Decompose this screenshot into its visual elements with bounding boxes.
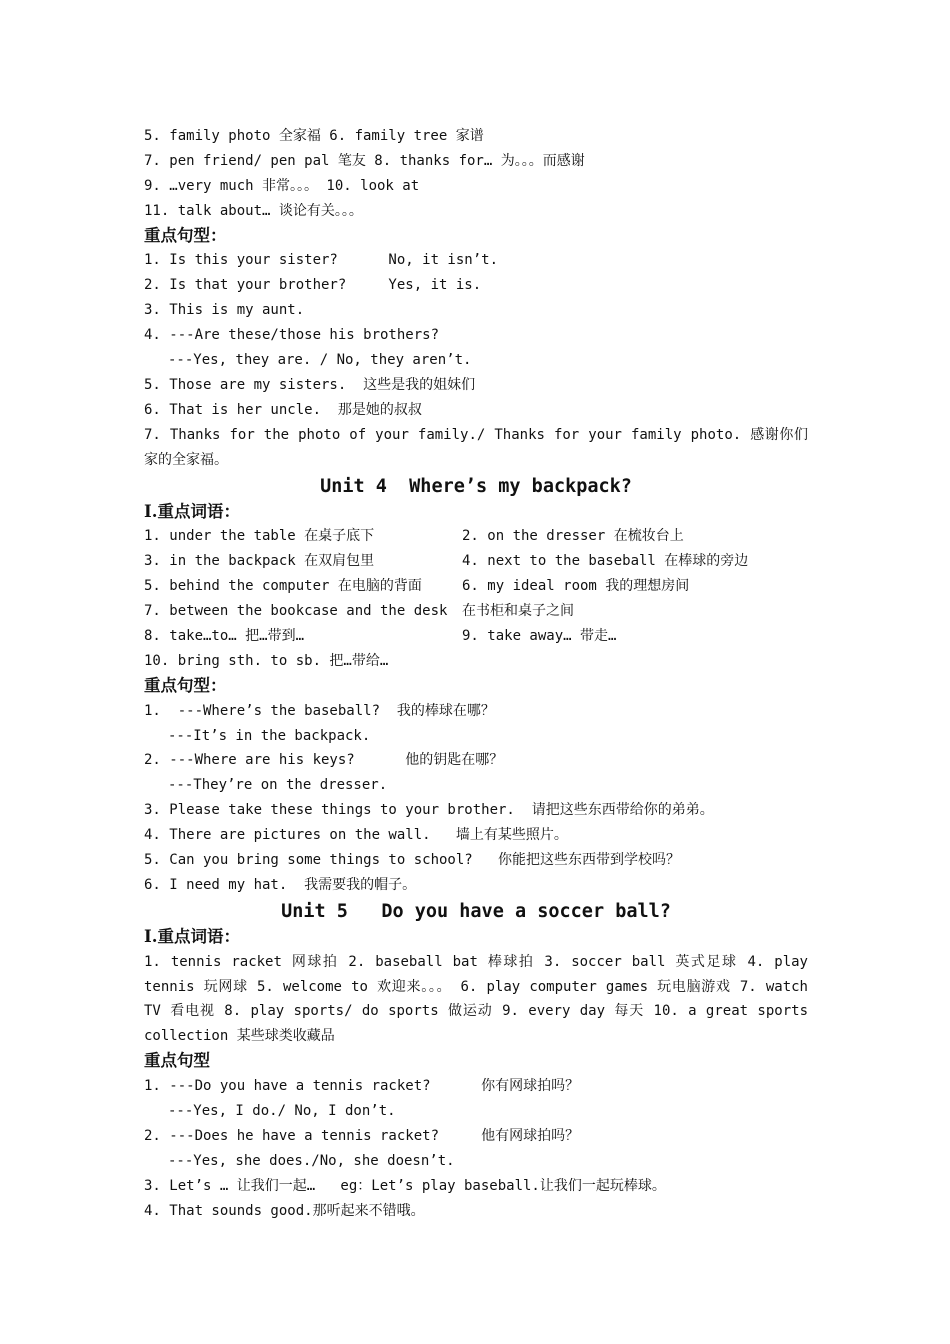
sentence-line: ---Yes, I do./ No, I don’t. (168, 1103, 396, 1120)
sentence-line: 1. Is this your sister? No, it isn’t. (144, 252, 499, 269)
vocab-line: 11. talk about… 谈论有关。。。 (144, 202, 363, 219)
document-page (144, 124, 808, 1224)
sentence-line: 3. This is my aunt. (144, 302, 305, 319)
sentence-line: ---Yes, they are. / No, they aren’t. (168, 352, 472, 369)
unit-title: Unit 5 Do you have a soccer ball? (281, 900, 671, 922)
vocab-item: 1. under the table 在桌子底下 (144, 528, 375, 545)
vocab-item: 8. take…to… 把…带到… (144, 627, 305, 644)
vocab-item: 5. behind the computer 在电脑的背面 (144, 578, 422, 595)
section-heading: 重点句型： (144, 225, 227, 245)
sentence-line: 1. ---Where’s the baseball? 我的棒球在哪？ (144, 702, 495, 719)
sentence-line: 4. ---Are these/those his brothers? (144, 327, 440, 344)
sentence-line: ---They’re on the dresser. (168, 777, 388, 794)
sentence-line: 1. ---Do you have a tennis racket? 你有网球拍吗？ (144, 1078, 580, 1095)
vocab-row (144, 599, 808, 624)
sentence-paragraph: 7. Thanks for the photo of your family./ Thanks for your family photo. 感谢你们家的全家福。 (144, 426, 808, 468)
sentence-line: 4. There are pictures on the wall. 墙上有某些照片。 (144, 827, 568, 844)
vocab-line: 10. bring sth. to sb. 把…带给… (144, 652, 389, 669)
sentence-line: 2. Is that your brother? Yes, it is. (144, 277, 482, 294)
vocab-item: 2. on the dresser 在梳妆台上 (462, 528, 684, 545)
sentence-line: ---Yes, she does./No, she doesn’t. (168, 1152, 455, 1169)
vocab-line: 9. …very much 非常。。。 10. look at (144, 177, 420, 194)
vocab-row (144, 524, 808, 549)
vocab-item: 4. next to the baseball 在棒球的旁边 (462, 553, 749, 570)
section-heading: 重点句型 (144, 1051, 210, 1071)
vocab-row (144, 624, 808, 649)
section-heading: Ⅰ.重点词语： (144, 926, 240, 946)
vocab-item: 3. in the backpack 在双肩包里 (144, 553, 375, 570)
sentence-line: 3. Let’s … 让我们一起… eg：Let’s play baseball.让我们一起玩棒球。 (144, 1177, 666, 1194)
sentence-line: 4. That sounds good.那听起来不错哦。 (144, 1202, 425, 1219)
vocab-line: 7. pen friend/ pen pal 笔友 8. thanks for… 为。。。而感谢 (144, 152, 585, 169)
vocab-item: 6. my ideal room 我的理想房间 (462, 578, 690, 595)
vocab-item: 7. between the bookcase and the desk (144, 603, 448, 620)
sentence-line: 2. ---Does he have a tennis racket? 他有网球拍吗？ (144, 1127, 580, 1144)
sentence-line: 3. Please take these things to your brother. 请把这些东西带给你的弟弟。 (144, 802, 714, 819)
section-heading: 重点句型： (144, 675, 227, 695)
sentence-line: ---It’s in the backpack. (168, 727, 371, 744)
sentence-line: 6. That is her uncle. 那是她的叔叔 (144, 401, 422, 418)
sentence-line: 6. I need my hat. 我需要我的帽子。 (144, 876, 417, 893)
section-heading: Ⅰ.重点词语： (144, 501, 240, 521)
vocab-item: 在书柜和桌子之间 (462, 603, 574, 620)
vocab-row (144, 549, 808, 574)
vocab-row (144, 574, 808, 599)
vocab-paragraph: 1. tennis racket 网球拍 2. baseball bat 棒球拍 3. soccer ball 英式足球 4. play tennis 玩网球 5. welcome to 欢迎来。。。 6. play computer games 玩电脑游戏 7. watch TV 看电视 8. play sports/ do sports 做运动 9. every day 每天 10. a great sports collection 某些球类收藏品 (144, 953, 808, 1045)
sentence-line: 2. ---Where are his keys? 他的钥匙在哪？ (144, 752, 504, 769)
vocab-item: 9. take away… 带走… (462, 627, 617, 644)
sentence-line: 5. Those are my sisters. 这些是我的姐妹们 (144, 376, 476, 393)
sentence-line: 5. Can you bring some things to school? 你能把这些东西带到学校吗？ (144, 851, 681, 868)
vocab-line: 5. family photo 全家福 6. family tree 家谱 (144, 128, 484, 144)
unit-title: Unit 4 Where’s my backpack? (320, 475, 632, 497)
